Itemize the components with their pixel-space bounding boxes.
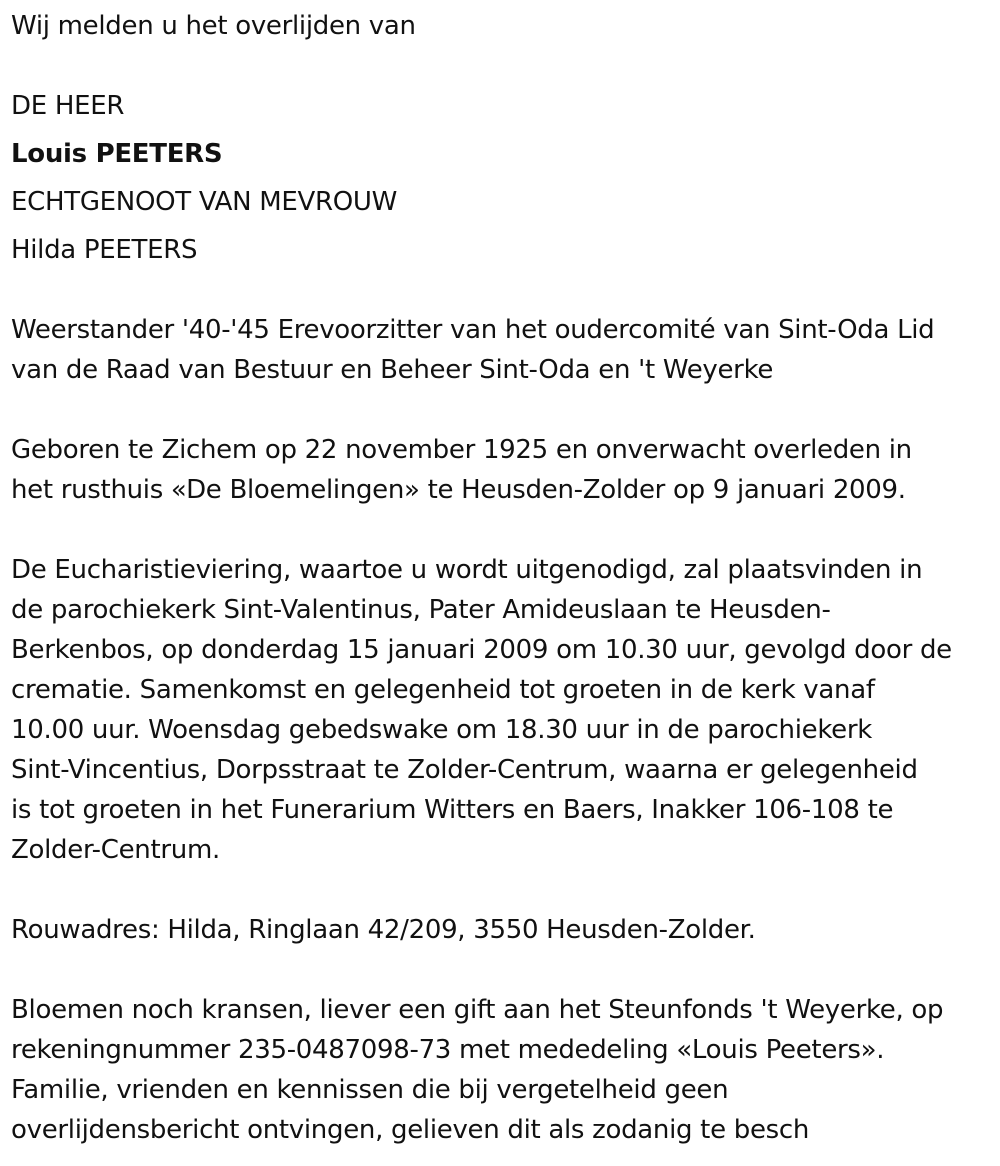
spouse-label: ECHTGENOOT VAN MEVROUW	[11, 187, 398, 217]
ceremony-line: De Eucharistieviering, waartoe u wordt uitgenodigd, zal plaatsvinden in	[11, 555, 923, 585]
intro-text: Wij melden u het overlijden van	[11, 11, 416, 41]
roles-line: Weerstander '40-'45 Erevoorzitter van het oudercomité van Sint-Oda Lid	[11, 315, 935, 345]
spouse-name: Hilda PEETERS	[11, 235, 198, 265]
birth-death-line: Geboren te Zichem op 22 november 1925 en onverwacht overleden in	[11, 435, 912, 465]
birth-death-line: het rusthuis «De Bloemelingen» te Heusden-Zolder op 9 januari 2009.	[11, 475, 906, 505]
deceased-name: Louis PEETERS	[11, 139, 223, 169]
ceremony-line: crematie. Samenkomst en gelegenheid tot groeten in de kerk vanaf	[11, 675, 875, 705]
title-prefix: DE HEER	[11, 91, 125, 121]
closing-line: Bloemen noch kransen, liever een gift aan het Steunfonds 't Weyerke, op	[11, 995, 944, 1025]
ceremony-line: 10.00 uur. Woensdag gebedswake om 18.30 uur in de parochiekerk	[11, 715, 873, 745]
ceremony-line: Berkenbos, op donderdag 15 januari 2009 om 10.30 uur, gevolgd door de	[11, 635, 952, 665]
closing-line: overlijdensbericht ontvingen, gelieven dit als zodanig te besch	[11, 1115, 810, 1145]
mourning-address: Rouwadres: Hilda, Ringlaan 42/209, 3550 Heusden-Zolder.	[11, 915, 756, 945]
roles-line: van de Raad van Bestuur en Beheer Sint-Oda en 't Weyerke	[11, 355, 774, 385]
ceremony-line: Zolder-Centrum.	[11, 835, 220, 865]
ceremony-line: is tot groeten in het Funerarium Witters en Baers, Inakker 106-108 te	[11, 795, 894, 825]
closing-line: Familie, vrienden en kennissen die bij vergetelheid geen	[11, 1075, 729, 1105]
closing-line: rekeningnummer 235-0487098-73 met mededeling «Louis Peeters».	[11, 1035, 885, 1065]
ceremony-line: Sint-Vincentius, Dorpsstraat te Zolder-Centrum, waarna er gelegenheid	[11, 755, 918, 785]
ceremony-line: de parochiekerk Sint-Valentinus, Pater Amideuslaan te Heusden-	[11, 595, 831, 625]
